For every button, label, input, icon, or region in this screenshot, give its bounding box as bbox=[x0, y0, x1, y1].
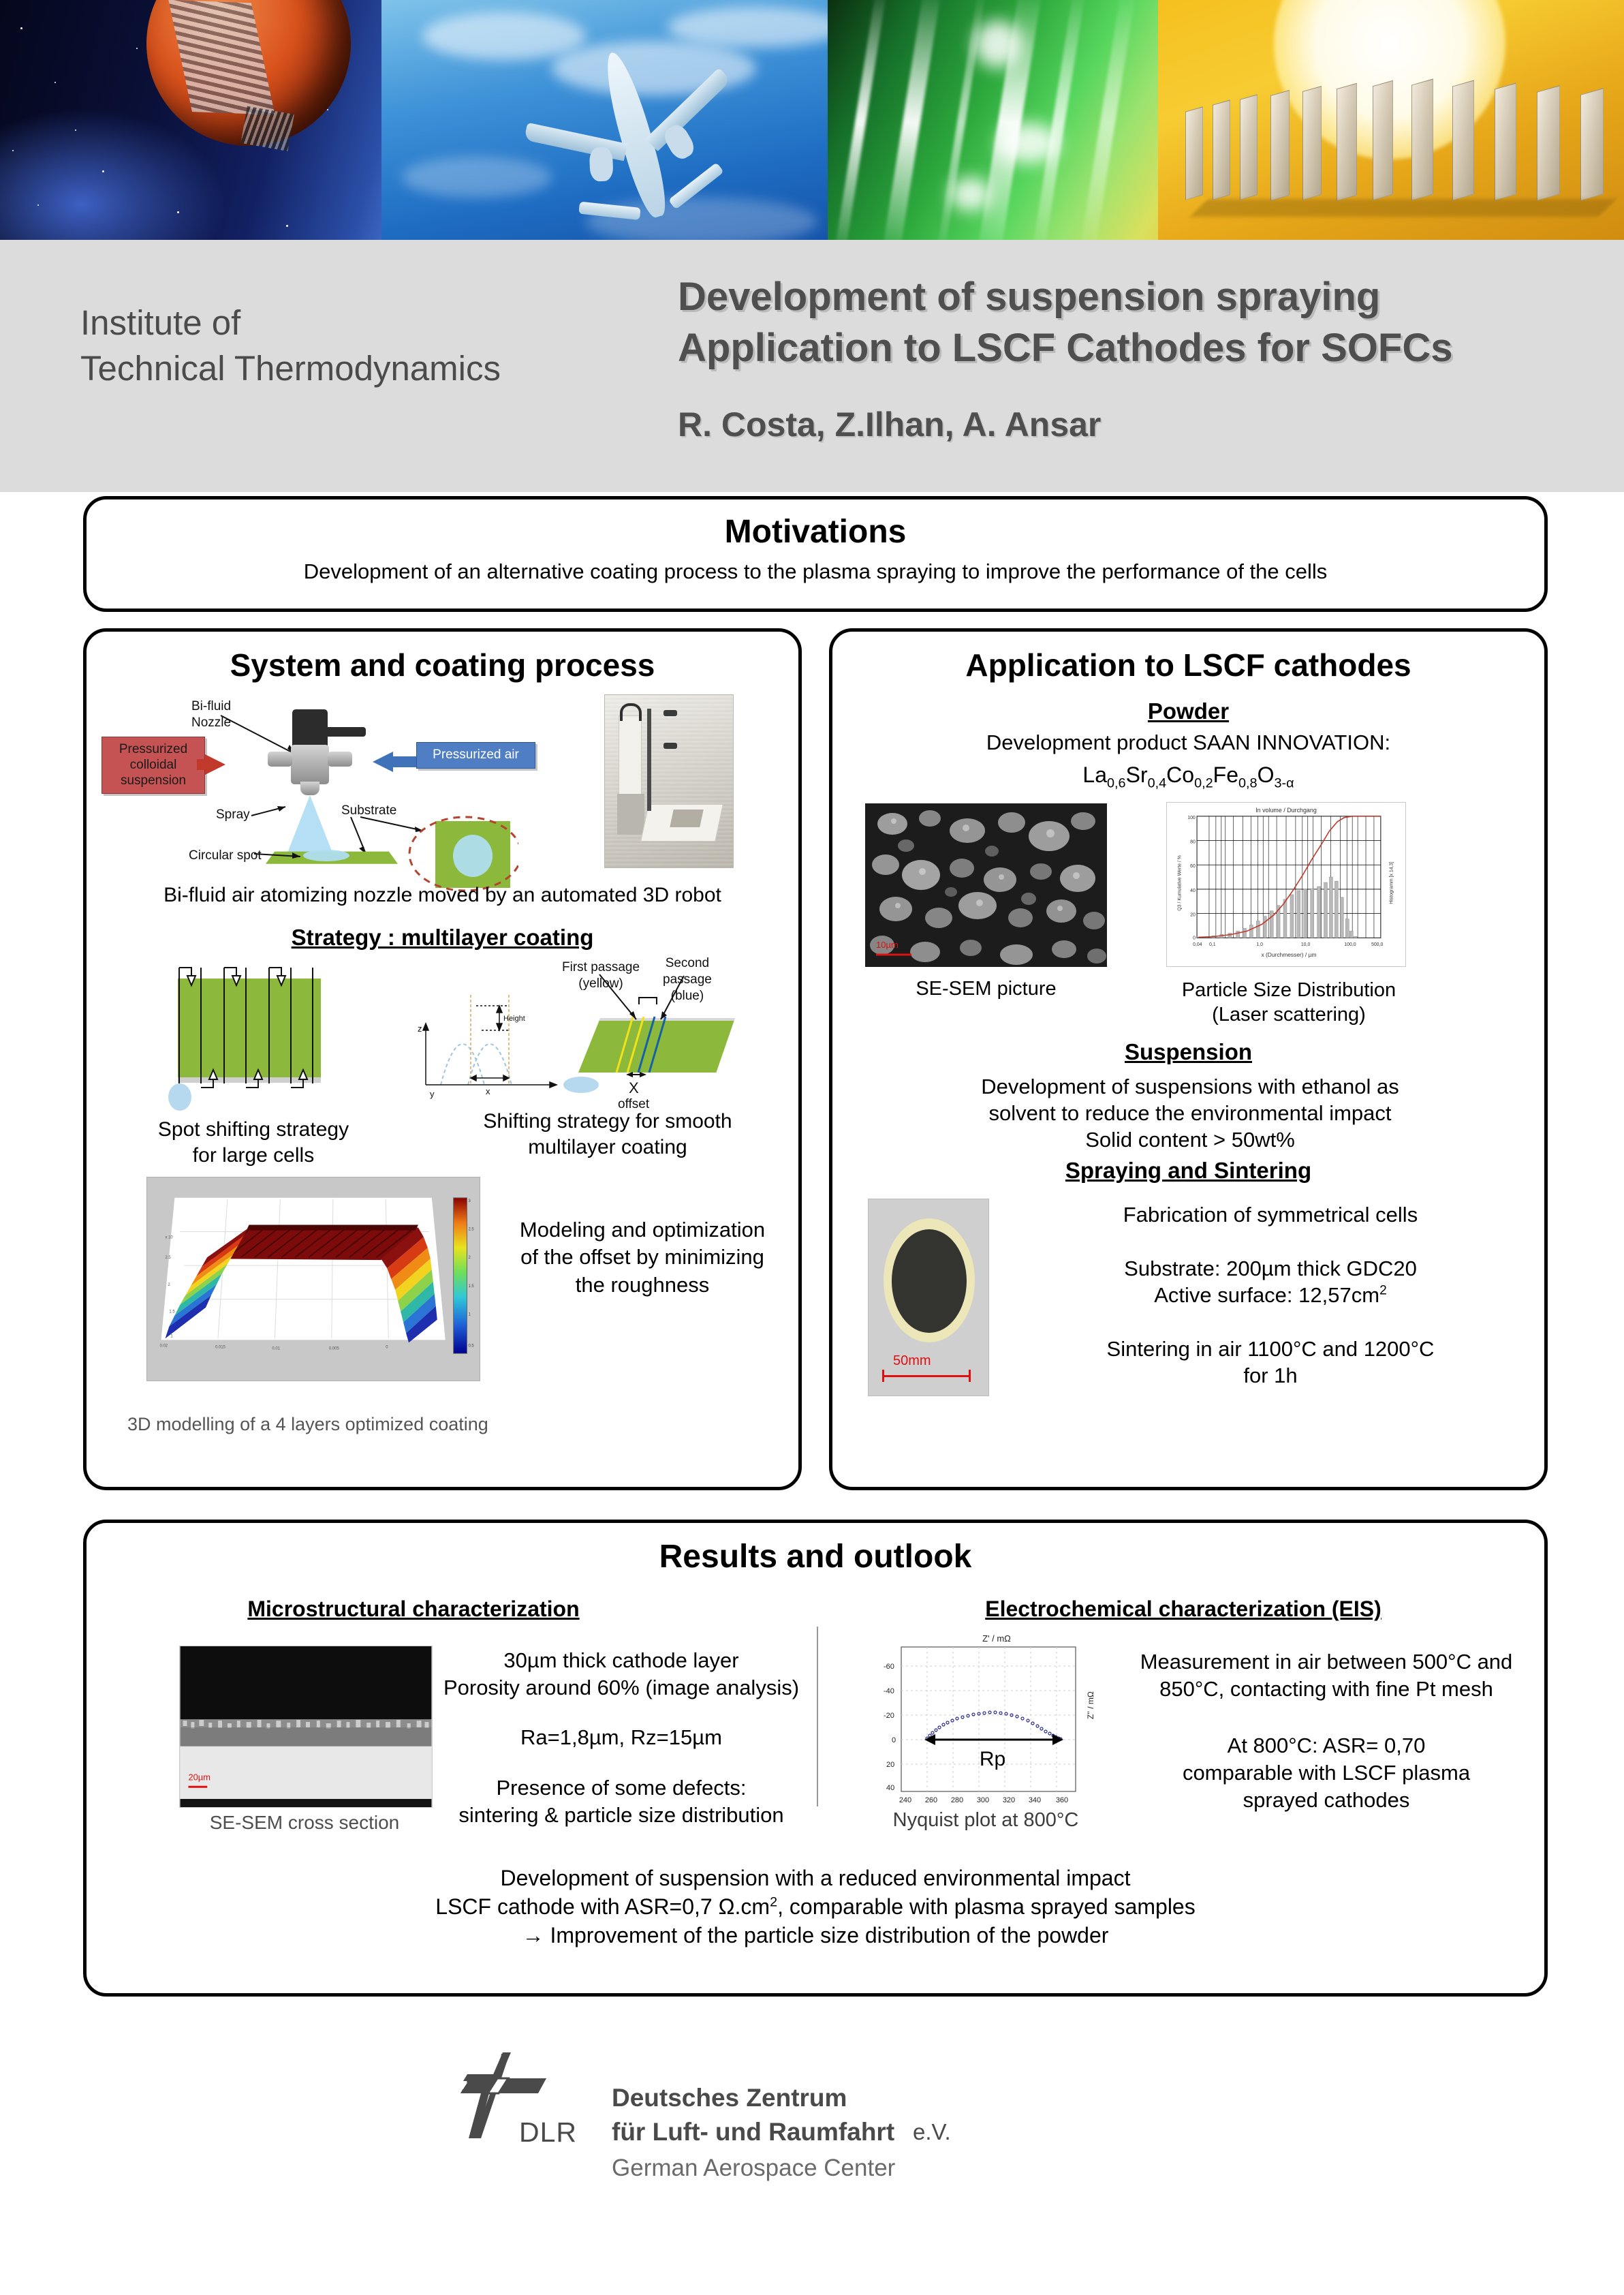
eis-l1: Measurement in air between 500°C and bbox=[1140, 1650, 1513, 1674]
strategy-heading: Strategy : multilayer coating bbox=[291, 925, 594, 950]
svg-text:-40: -40 bbox=[884, 1687, 894, 1695]
system-heading: System and coating process bbox=[230, 647, 655, 683]
svg-text:1: 1 bbox=[468, 1312, 471, 1317]
suspension-arrow-shaft bbox=[197, 759, 214, 770]
svg-text:Height: Height bbox=[503, 1015, 525, 1023]
eis-l5: sprayed cathodes bbox=[1243, 1787, 1410, 1812]
active-surface-sup: 2 bbox=[1379, 1283, 1387, 1298]
powder-heading: Powder bbox=[1147, 698, 1230, 724]
formula-co: Co bbox=[1166, 763, 1195, 787]
svg-text:x (Durchmesser) / µm: x (Durchmesser) / µm bbox=[1261, 951, 1317, 959]
svg-text:-20: -20 bbox=[884, 1712, 894, 1720]
eis-text bbox=[1122, 1648, 1531, 1813]
spray-label: Spray bbox=[216, 807, 250, 822]
system-and-coating-panel bbox=[83, 628, 802, 1490]
overlap-profile-plot bbox=[413, 983, 570, 1105]
banner-aviation-segment bbox=[381, 0, 858, 240]
svg-text:0: 0 bbox=[892, 1736, 896, 1744]
outlook-l3: → Improvement of the particle size distribution of the powder bbox=[522, 1923, 1109, 1948]
banner-transport-segment bbox=[828, 0, 1209, 240]
svg-text:Q3 / Kumulative Werte / %: Q3 / Kumulative Werte / % bbox=[1177, 855, 1183, 911]
spot-pointer-arrow bbox=[253, 848, 306, 862]
formula-o: O bbox=[1257, 763, 1275, 787]
sem-caption: SE-SEM picture bbox=[916, 978, 1057, 1000]
spray-robot-photo bbox=[604, 694, 734, 868]
cell-scale-bar bbox=[882, 1375, 971, 1377]
eis-heading: Electrochemical characterization (EIS) bbox=[985, 1597, 1381, 1621]
shifting-strategy-caption bbox=[427, 1109, 788, 1160]
suspension-text bbox=[839, 1073, 1541, 1153]
svg-text:-60: -60 bbox=[884, 1663, 894, 1671]
title-line-2: Application to LSCF Cathodes for SOFCs bbox=[678, 326, 1453, 371]
nozzle-tip bbox=[300, 782, 319, 795]
nozzle-cable bbox=[325, 727, 366, 737]
mars-probe bbox=[240, 106, 294, 151]
active-surface-line bbox=[1001, 1282, 1540, 1308]
svg-text:20: 20 bbox=[886, 1761, 895, 1769]
svg-text:2.5: 2.5 bbox=[468, 1227, 474, 1232]
shifting-strategy-figure bbox=[413, 955, 768, 1112]
eis-l3: At 800°C: ASR= 0,70 bbox=[1227, 1734, 1426, 1758]
outlook-l1: Development of suspension with a reduced environmental impact bbox=[500, 1866, 1131, 1890]
fabrication-text-block bbox=[1001, 1201, 1540, 1389]
nyquist-caption: Nyquist plot at 800°C bbox=[892, 1809, 1079, 1831]
svg-text:60: 60 bbox=[1190, 864, 1196, 869]
motivations-text: Development of an alternative coating process to the plasma spraying to improve the performance of the cells bbox=[303, 559, 1328, 583]
micro-l2: Porosity around 60% (image analysis) bbox=[443, 1675, 800, 1699]
svg-text:40: 40 bbox=[886, 1784, 895, 1792]
suspension-l2: solvent to reduce the environmental impact bbox=[988, 1101, 1392, 1126]
svg-text:2: 2 bbox=[468, 1256, 471, 1261]
results-column-divider bbox=[817, 1627, 818, 1806]
results-and-outlook-panel bbox=[83, 1520, 1548, 1997]
formula-fe-sub: 0,8 bbox=[1238, 775, 1258, 791]
svg-text:1: 1 bbox=[170, 1334, 173, 1339]
second-passage-label: Second passage (blue) bbox=[663, 956, 712, 1003]
microstructural-text bbox=[427, 1647, 815, 1828]
svg-text:0.5: 0.5 bbox=[468, 1344, 474, 1349]
suspension-l1: Development of suspensions with ethanol as bbox=[981, 1075, 1399, 1098]
svg-text:Z'' / mΩ: Z'' / mΩ bbox=[1086, 1691, 1095, 1719]
microstructural-heading: Microstructural characterization bbox=[247, 1597, 580, 1621]
spray-spot-marker bbox=[168, 1083, 191, 1111]
psd-caption-l1: Particle Size Distribution bbox=[1181, 979, 1396, 1001]
svg-text:0.005: 0.005 bbox=[328, 1346, 339, 1351]
nyquist-plot-figure bbox=[863, 1632, 1129, 1809]
svg-text:0.015: 0.015 bbox=[215, 1345, 225, 1350]
svg-text:x 10: x 10 bbox=[165, 1235, 173, 1240]
lscf-heading: Application to LSCF cathodes bbox=[965, 647, 1411, 683]
motivations-panel bbox=[83, 496, 1548, 612]
outlook-l2-pre: LSCF cathode with ASR=0,7 Ω.cm bbox=[435, 1894, 770, 1920]
cell-scale-label: 50mm bbox=[893, 1353, 931, 1368]
spray-pointer-arrow bbox=[250, 803, 291, 821]
svg-text:10,0: 10,0 bbox=[1300, 942, 1311, 948]
formula-co-sub: 0,2 bbox=[1194, 775, 1213, 791]
svg-text:240: 240 bbox=[899, 1796, 912, 1804]
dlr-ev: e.V. bbox=[913, 2119, 951, 2144]
svg-text:320: 320 bbox=[1002, 1796, 1016, 1804]
svg-text:0.01: 0.01 bbox=[272, 1346, 281, 1351]
outlook-l2 bbox=[87, 1892, 1544, 1921]
nozzle-main-body bbox=[291, 745, 329, 784]
svg-text:1.5: 1.5 bbox=[169, 1310, 175, 1314]
powder-formula bbox=[832, 763, 1544, 791]
passage-pointer-arrows bbox=[587, 962, 744, 1030]
cell-cathode-area bbox=[892, 1229, 967, 1333]
svg-text:360: 360 bbox=[1055, 1796, 1069, 1804]
psd-caption bbox=[1153, 978, 1425, 1028]
substrate-line: Substrate: 200µm thick GDC20 bbox=[1124, 1257, 1417, 1281]
spot-shifting-caption-l2: for large cells bbox=[192, 1143, 315, 1167]
particle-size-distribution-chart bbox=[1166, 802, 1406, 967]
nozzle-left-fitting bbox=[268, 752, 292, 767]
micro-l1: 30µm thick cathode layer bbox=[503, 1648, 739, 1672]
nozzle-right-fitting bbox=[328, 752, 352, 767]
pressurized-air-box: Pressurized air bbox=[416, 742, 535, 769]
spot-shifting-caption-l1: Spot shifting strategy bbox=[157, 1118, 349, 1141]
title-line-1: Development of suspension spraying bbox=[678, 275, 1381, 319]
sem-cross-section-image bbox=[179, 1646, 433, 1808]
svg-text:Z' / mΩ: Z' / mΩ bbox=[982, 1633, 1011, 1644]
svg-text:500,0: 500,0 bbox=[1371, 942, 1384, 948]
fabrication-line: Fabrication of symmetrical cells bbox=[1123, 1203, 1418, 1227]
svg-text:260: 260 bbox=[924, 1796, 938, 1804]
svg-text:0,1: 0,1 bbox=[1208, 942, 1216, 948]
nozzle-top-housing bbox=[292, 709, 328, 749]
svg-text:40: 40 bbox=[1190, 888, 1196, 893]
svg-text:280: 280 bbox=[950, 1796, 964, 1804]
symmetrical-cell-photo bbox=[868, 1199, 989, 1396]
eis-l2: 850°C, contacting with fine Pt mesh bbox=[1159, 1676, 1493, 1701]
sem-powder-texture bbox=[865, 803, 1107, 967]
dlr-line-1: Deutsches Zentrum bbox=[612, 2084, 847, 2112]
svg-text:300: 300 bbox=[976, 1796, 990, 1804]
micro-l3: Ra=1,8µm, Rz=15µm bbox=[520, 1725, 722, 1750]
header-banner-image bbox=[0, 0, 1624, 240]
poster-header bbox=[0, 240, 1624, 492]
svg-text:100,0: 100,0 bbox=[1344, 942, 1356, 948]
nozzle-caption: Bi-fluid air atomizing nozzle moved by an automated 3D robot bbox=[163, 884, 721, 906]
outlook-l2-sup: 2 bbox=[770, 1894, 778, 1910]
first-passage-label: First passage (yellow) bbox=[562, 960, 640, 991]
model-caption: 3D modelling of a 4 layers optimized coating bbox=[127, 1414, 488, 1434]
cross-section-caption: SE-SEM cross section bbox=[209, 1812, 400, 1833]
svg-text:10µm: 10µm bbox=[876, 940, 899, 950]
svg-text:340: 340 bbox=[1028, 1796, 1042, 1804]
formula-sr: Sr bbox=[1125, 763, 1148, 787]
zoom-dashed-circle bbox=[382, 816, 518, 895]
air-arrow-shaft bbox=[393, 756, 416, 767]
svg-text:y: y bbox=[430, 1089, 435, 1099]
svg-text:Rp: Rp bbox=[979, 1748, 1006, 1770]
pressurized-suspension-box: Pressurized colloidal suspension bbox=[102, 737, 205, 794]
nozzle-schematic-diagram bbox=[102, 694, 592, 872]
suspension-heading: Suspension bbox=[1124, 1039, 1253, 1064]
spraying-sintering-heading: Spraying and Sintering bbox=[1065, 1158, 1312, 1183]
svg-text:2: 2 bbox=[168, 1282, 170, 1287]
authors: R. Costa, Z.Ilhan, A. Ansar bbox=[678, 405, 1102, 444]
svg-text:2.5: 2.5 bbox=[165, 1256, 171, 1261]
institute-line-1: Institute of bbox=[80, 303, 241, 342]
spot-shifting-figure bbox=[161, 962, 339, 1109]
bi-fluid-nozzle-label: Bi-fluid Nozzle bbox=[191, 699, 232, 730]
outlook-l2-post: , comparable with plasma sprayed samples bbox=[777, 1894, 1196, 1920]
3d-surface-plot bbox=[147, 1177, 480, 1381]
svg-text:0: 0 bbox=[1193, 936, 1196, 941]
suspension-l3: Solid content > 50wt% bbox=[1085, 1128, 1295, 1152]
formula-la-sub: 0,6 bbox=[1107, 775, 1126, 791]
shifting-caption-l2: multilayer coating bbox=[528, 1135, 687, 1158]
banner-space-segment bbox=[0, 0, 409, 240]
active-surface-pre: Active surface: 12,57cm bbox=[1154, 1283, 1380, 1308]
sintering-l1: Sintering in air 1100°C and 1200°C bbox=[1106, 1337, 1435, 1361]
3d-coating-model-image bbox=[146, 1177, 480, 1381]
offset-label: offset bbox=[618, 1097, 650, 1111]
sem-powder-image bbox=[865, 803, 1107, 967]
air-flow-arrow bbox=[373, 752, 393, 772]
nyquist-plot bbox=[863, 1632, 1129, 1809]
dlr-line-2: für Luft- und Raumfahrt bbox=[612, 2118, 895, 2146]
model-text-l3: the roughness bbox=[575, 1272, 710, 1297]
powder-text: Development product SAAN INNOVATION: bbox=[986, 730, 1391, 754]
micro-l5: sintering & particle size distribution bbox=[458, 1802, 784, 1827]
shifting-caption-l1: Shifting strategy for smooth bbox=[483, 1110, 732, 1133]
sintering-l2: for 1h bbox=[1243, 1364, 1298, 1388]
formula-fe: Fe bbox=[1213, 763, 1238, 787]
svg-text:80: 80 bbox=[1190, 840, 1196, 845]
svg-text:x: x bbox=[486, 1086, 490, 1096]
svg-text:1,0: 1,0 bbox=[1256, 942, 1264, 948]
page-title bbox=[678, 271, 1584, 374]
svg-text:Histogramm [x 14,3]: Histogramm [x 14,3] bbox=[1389, 861, 1394, 904]
svg-text:20: 20 bbox=[1190, 912, 1196, 918]
micro-l4: Presence of some defects: bbox=[496, 1776, 747, 1800]
banner-energy-segment bbox=[1158, 0, 1624, 240]
eis-l4: comparable with LSCF plasma bbox=[1182, 1761, 1471, 1785]
lscf-application-panel bbox=[829, 628, 1548, 1490]
outlook-text bbox=[87, 1864, 1544, 1950]
psd-caption-l2: (Laser scattering) bbox=[1212, 1004, 1366, 1026]
dlr-acronym: DLR bbox=[519, 2116, 578, 2148]
results-heading: Results and outlook bbox=[659, 1539, 972, 1575]
formula-sr-sub: 0,4 bbox=[1147, 775, 1167, 791]
serpentine-path bbox=[161, 962, 339, 1109]
dlr-line-3: German Aerospace Center bbox=[612, 2155, 896, 2181]
svg-text:z: z bbox=[418, 1023, 422, 1034]
institute-name bbox=[80, 300, 584, 392]
offset-x-label: X bbox=[629, 1079, 639, 1096]
svg-text:20µm: 20µm bbox=[188, 1772, 210, 1783]
svg-text:3: 3 bbox=[468, 1199, 471, 1203]
mars-solar-panel bbox=[168, 0, 275, 115]
svg-text:In volume / Durchgang: In volume / Durchgang bbox=[1255, 806, 1317, 814]
svg-text:0.02: 0.02 bbox=[159, 1344, 168, 1349]
motivations-heading: Motivations bbox=[724, 514, 907, 550]
institute-line-2: Technical Thermodynamics bbox=[80, 349, 501, 388]
formula-o-sub: 3-α bbox=[1274, 775, 1294, 791]
svg-text:0,04: 0,04 bbox=[1193, 942, 1202, 948]
psd-plot bbox=[1167, 803, 1405, 966]
circular-spot-label: Circular spot bbox=[189, 848, 262, 863]
circular-spot-on-plate bbox=[303, 850, 349, 861]
spot-shifting-caption bbox=[100, 1117, 407, 1168]
model-text bbox=[493, 1216, 792, 1299]
model-text-l1: Modeling and optimization bbox=[519, 1218, 766, 1242]
cross-section-texture bbox=[180, 1646, 432, 1807]
svg-text:0: 0 bbox=[386, 1345, 388, 1350]
svg-text:100: 100 bbox=[1187, 815, 1196, 820]
svg-text:1.5: 1.5 bbox=[468, 1284, 474, 1289]
formula-la: La bbox=[1082, 763, 1108, 787]
substrate-label: Substrate bbox=[341, 803, 397, 818]
model-text-l2: of the offset by minimizing bbox=[520, 1245, 764, 1269]
dlr-logo-block bbox=[0, 2044, 1624, 2221]
